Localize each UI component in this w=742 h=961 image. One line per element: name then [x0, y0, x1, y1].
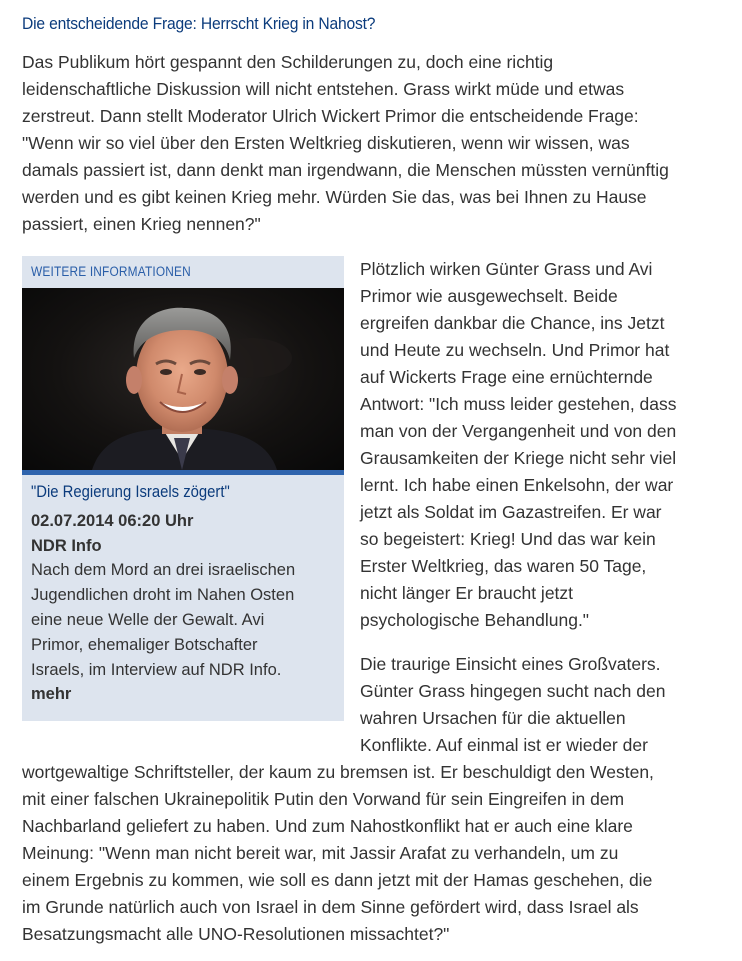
paragraph-3 [360, 651, 730, 759]
more-info-box [22, 256, 344, 721]
paragraph-line: wortgewaltige Schriftsteller, der kaum zu bremsen ist. Er beschuldigt den Westen, [22, 762, 654, 782]
paragraph-line: Antwort: "Ich muss leider gestehen, dass [360, 394, 677, 414]
teaser-link-title[interactable]: "Die Regierung Israels zögert" [31, 483, 230, 501]
paragraph-line: leidenschaftliche Diskussion will nicht entstehen. Grass wirkt müde und etwas [22, 79, 625, 99]
portrait-illustration [22, 288, 344, 470]
paragraph-line: Plötzlich wirken Günter Grass und Avi [360, 259, 653, 279]
paragraph-line: wahren Ursachen für die aktuellen [360, 708, 626, 728]
teaser-date: 02.07.2014 06:20 Uhr [31, 512, 194, 530]
paragraph-line: damals passiert ist, dann denkt man irgendwann, die Menschen müssten vernünftig [22, 160, 669, 180]
paragraph-line: mit einer falschen Ukrainepolitik Putin den Vorwand für sein Eingreifen in dem [22, 789, 625, 809]
paragraph-line: Besatzungsmacht alle UNO-Resolutionen missachtet?" [22, 924, 450, 944]
paragraph-line: Konflikte. Auf einmal ist er wieder der [360, 735, 648, 755]
paragraph-line: ergreifen dankbar die Chance, ins Jetzt [360, 313, 665, 333]
paragraph-line: psychologische Behandlung." [360, 610, 590, 630]
teaser-text-line: eine neue Welle der Gewalt. Avi [31, 611, 265, 629]
paragraph-line: im Grunde natürlich auch von Israel in dem Sinne gefördert wird, dass Israel als [22, 897, 639, 917]
paragraph-line: so begeistert: Krieg! Und das war kein [360, 529, 656, 549]
teaser-photo[interactable] [22, 288, 344, 470]
paragraph-line: und Heute zu wechseln. Und Primor hat [360, 340, 670, 360]
teaser-source: NDR Info [31, 537, 102, 555]
paragraph-line: Nachbarland geliefert zu haben. Und zum Nahostkonflikt hat er auch eine klare [22, 816, 633, 836]
paragraph-line: lernt. Ich habe einen Enkelsohn, der war [360, 475, 674, 495]
paragraph-line: werden und es gibt keinen Krieg mehr. Würden Sie das, was bei Ihnen zu Hause [22, 187, 647, 207]
section-heading: Die entscheidende Frage: Herrscht Krieg in Nahost? [22, 14, 376, 33]
paragraph-line: Das Publikum hört gespannt den Schilderungen zu, doch eine richtig [22, 52, 554, 72]
paragraph-line: einem Ergebnis zu kommen, wie soll es dann jetzt mit der Hamas geschehen, die [22, 870, 653, 890]
paragraph-line: Die traurige Einsicht eines Großvaters. [360, 654, 661, 674]
paragraph-line: Meinung: "Wenn man nicht bereit war, mit Jassir Arafat zu verhandeln, um zu [22, 843, 619, 863]
teaser-text-line: Nach dem Mord an drei israelischen [31, 561, 296, 579]
paragraph-line: man von der Vergangenheit und von den [360, 421, 677, 441]
paragraph-line: "Wenn wir so viel über den Ersten Weltkrieg diskutieren, wenn wir wissen, was [22, 133, 630, 153]
paragraph-line: jetzt als Soldat im Gazastreifen. Er war [360, 502, 662, 522]
paragraph-line: zerstreut. Dann stellt Moderator Ulrich Wickert Primor die entscheidende Frage: [22, 106, 639, 126]
paragraph-line: auf Wickerts Frage eine ernüchternde [360, 367, 653, 387]
paragraph-2 [360, 256, 730, 634]
paragraph-line: Grausamkeiten der Kriege nicht sehr viel [360, 448, 677, 468]
teaser-text-line: Israels, im Interview auf NDR Info. [31, 661, 282, 679]
paragraph-line: Erster Weltkrieg, das waren 50 Tage, [360, 556, 647, 576]
paragraph-4 [22, 759, 732, 948]
paragraph-line: Günter Grass hingegen sucht nach den [360, 681, 666, 701]
paragraph-line: nicht länger Er braucht jetzt [360, 583, 574, 603]
teaser-text-line: Primor, ehemaliger Botschafter [31, 636, 258, 654]
paragraph-1 [22, 49, 722, 238]
accent-bar [22, 470, 344, 475]
paragraph-line: Primor wie ausgewechselt. Beide [360, 286, 618, 306]
paragraph-line: passiert, einen Krieg nennen?" [22, 214, 261, 234]
more-link[interactable]: mehr [31, 685, 72, 703]
teaser-text [31, 558, 337, 683]
more-info-title: WEITERE INFORMATIONEN [31, 264, 191, 279]
teaser-text-line: Jugendlichen droht im Nahen Osten [31, 586, 295, 604]
